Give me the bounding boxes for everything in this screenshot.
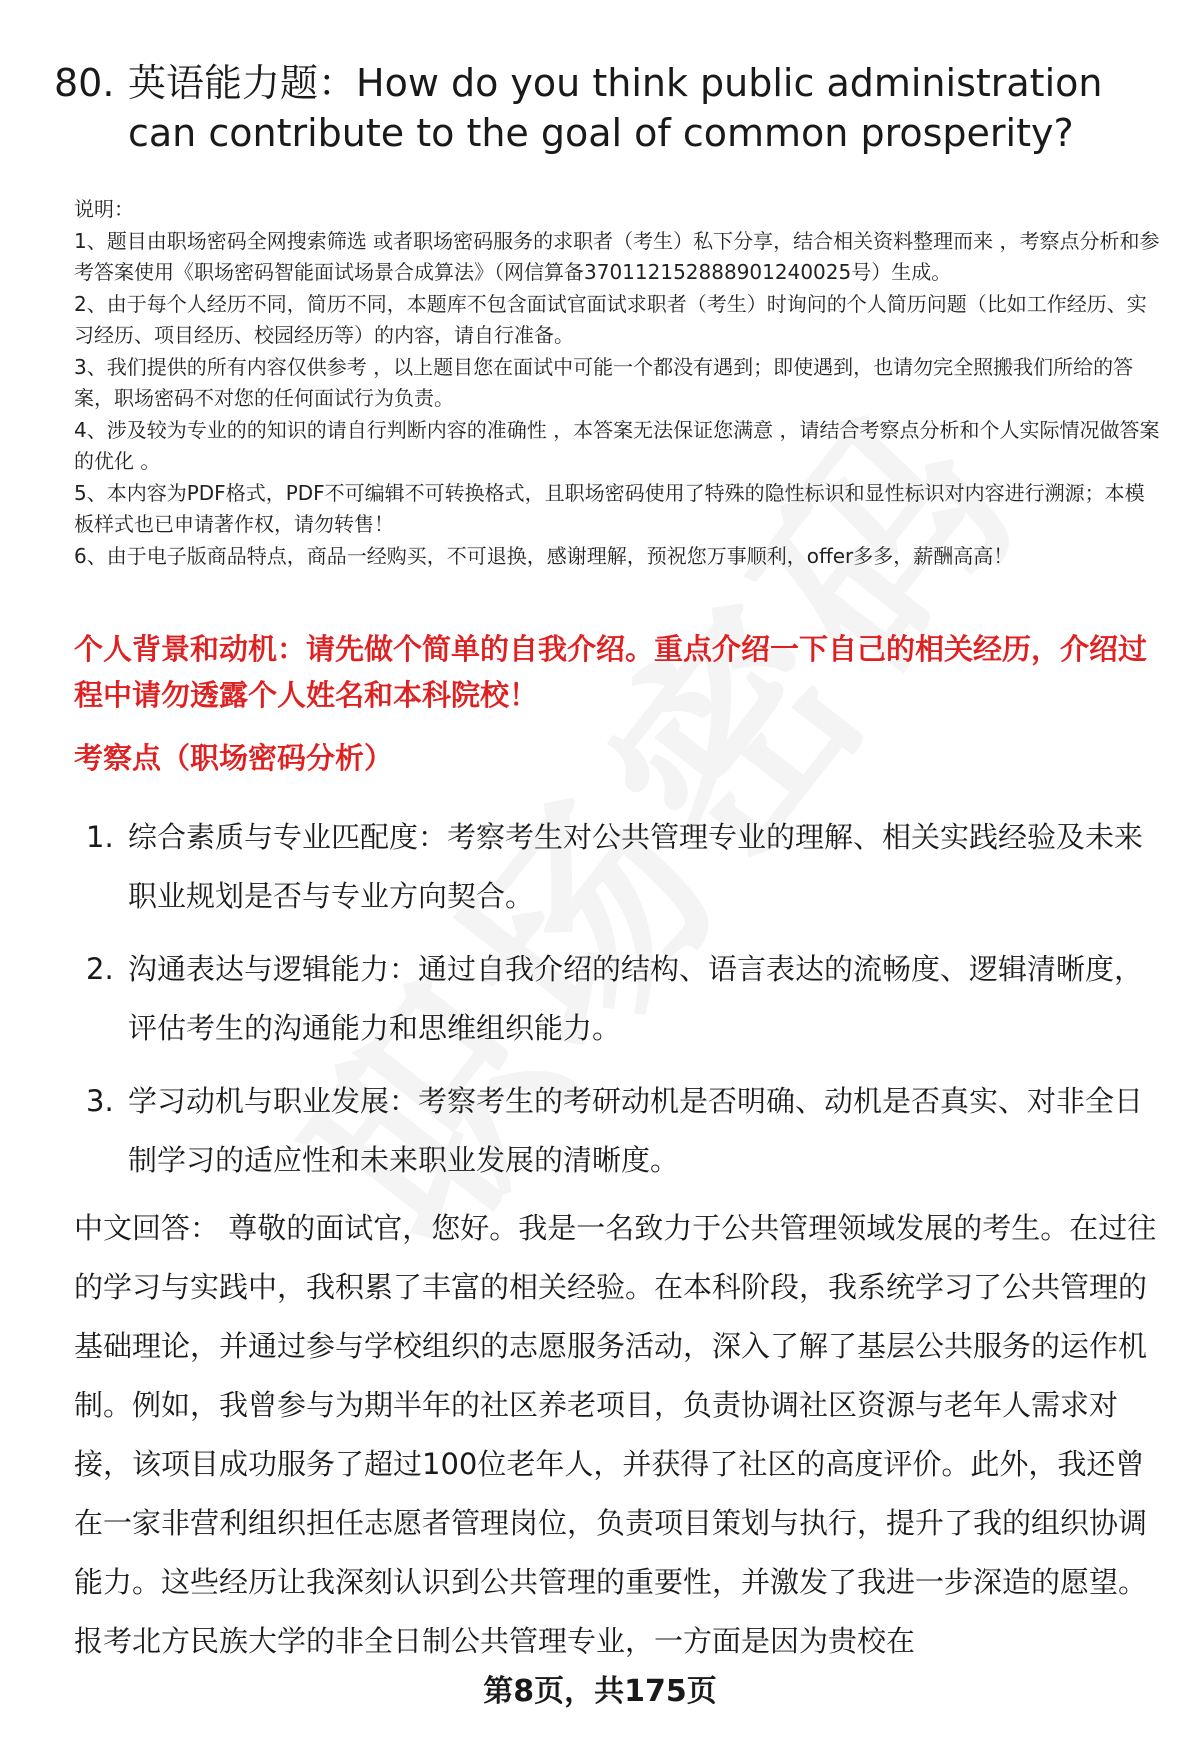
note-item: 5、本内容为PDF格式，PDF不可编辑不可转换格式，且职场密码使用了特殊的隐性标识和显性标识对内容进行溯源；本模板样式也已申请著作权，请勿转售！ [74,480,1145,536]
point-number: 1. [86,820,114,854]
analysis-point [86,940,1160,1058]
analysis-point [86,808,1160,926]
answer-block [74,1199,1160,1671]
point-text: 沟通表达与逻辑能力：通过自我介绍的结构、语言表达的流畅度、逻辑清晰度，评估考生的沟通能力和思维组织能力。 [128,952,1144,1045]
point-number: 2. [86,952,114,986]
notes-heading: 说明： [74,197,134,221]
analysis-heading: 考察点（职场密码分析） [74,741,394,775]
notes-block [74,194,1160,572]
note-item: 2、由于每个人经历不同，简历不同，本题库不包含面试官面试求职者（考生）时询问的个人简历问题（比如工作经历、实习经历、项目经历、校园经历等）的内容，请自行准备。 [74,291,1147,347]
question-text: 英语能力题：How do you think public administration can contribute to the goal of common prosperity? [128,61,1103,155]
note-item: 4、涉及较为专业的的知识的请自行判断内容的准确性 ，本答案无法保证您满意 ，请结合考察点分析和个人实际情况做答案的优化 。 [74,417,1160,473]
note-item: 6、由于电子版商品特点，商品一经购买，不可退换，感谢理解，预祝您万事顺利，offer多多，薪酬高高！ [74,543,1014,568]
question-number: 80. [54,61,115,105]
note-item: 1、题目由职场密码全网搜索筛选 或者职场密码服务的求职者（考生）私下分享，结合相关资料整理而来 ，考察点分析和参考答案使用《职场密码智能面试场景合成算法》（网信算备370112152888901240025号）生成。 [74,228,1160,284]
page-footer: 第8页，共175页 [483,1674,717,1709]
analysis-point [86,1072,1160,1190]
point-text: 学习动机与职业发展：考察考生的考研动机是否明确、动机是否真实、对非全日制学习的适应性和未来职业发展的清晰度。 [128,1084,1144,1177]
note-item: 3、我们提供的所有内容仅供参考 ，以上题目您在面试中可能一个都没有遇到；即使遇到，也请勿完全照搬我们所给的答案，职场密码不对您的任何面试行为负责。 [74,354,1134,410]
analysis-points [86,808,1160,1204]
point-text: 综合素质与专业匹配度：考察考生对公共管理专业的理解、相关实践经验及未来职业规划是否与专业方向契合。 [128,820,1144,913]
interview-question: 个人背景和动机：请先做个简单的自我介绍。重点介绍一下自己的相关经历，介绍过程中请勿透露个人姓名和本科院校！ [74,632,1148,712]
point-number: 3. [86,1084,114,1118]
answer-text: 中文回答： 尊敬的面试官，您好。我是一名致力于公共管理领域发展的考生。在过往的学习与实践中，我积累了丰富的相关经验。在本科阶段，我系统学习了公共管理的基础理论，并通过参与学校组织的志愿服务活动，深入了解了基层公共服务的运作机制。例如，我曾参与为期半年的社区养老项目，负责协调社区资源与老年人需求对接，该项目成功服务了超过100位老年人，并获得了社区的高度评价。此外，我还曾在一家非营利组织担任志愿者管理岗位，负责项目策划与执行，提升了我的组织协调能力。这些经历让我深刻认识到公共管理的重要性，并激发了我进一步深造的愿望。报考北方民族大学的非全日制公共管理专业，一方面是因为贵校在 [74,1211,1157,1658]
